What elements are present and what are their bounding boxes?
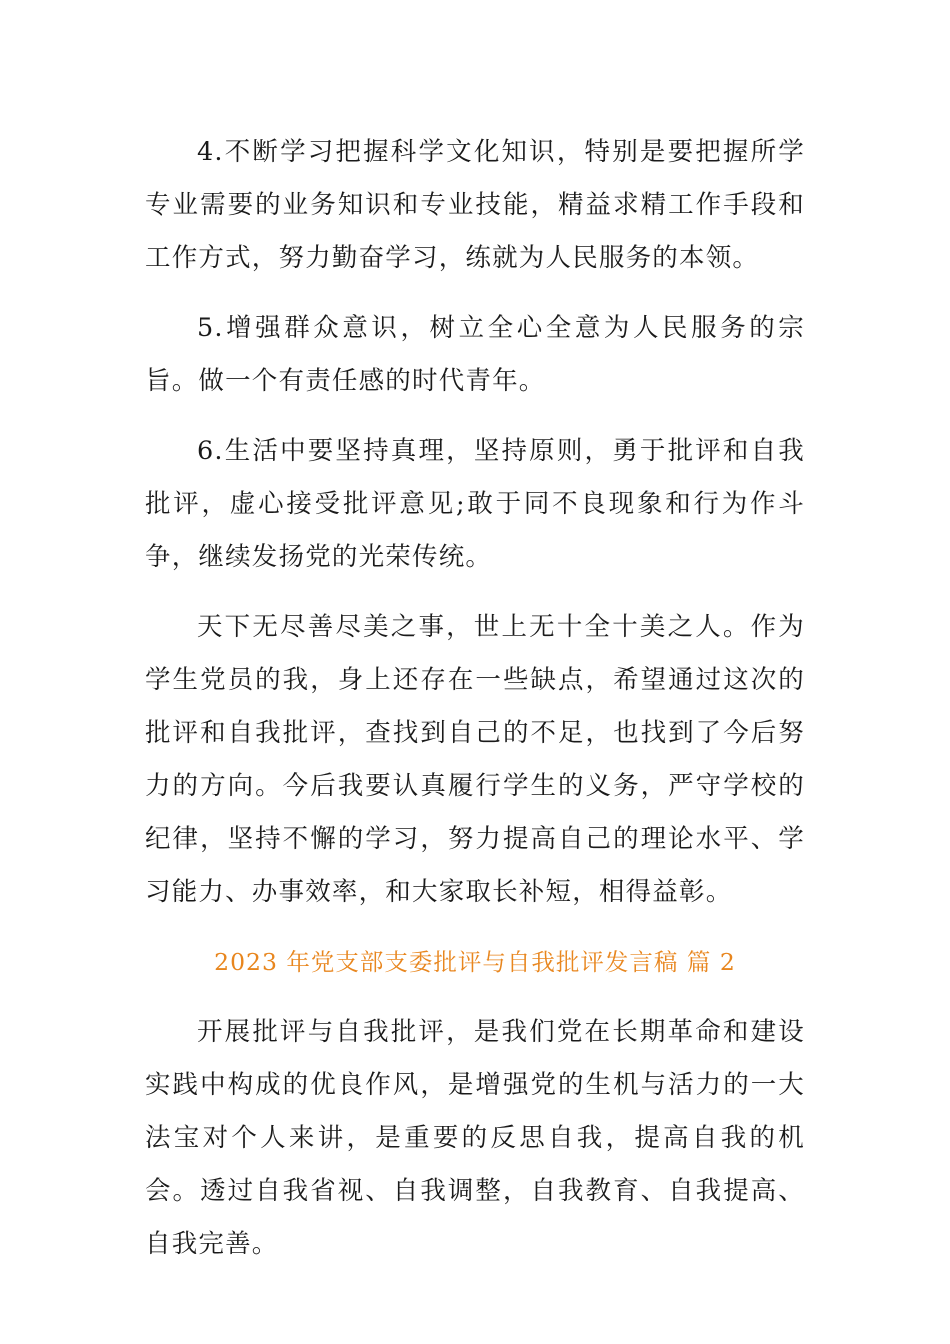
paragraph-item-5: 5.增强群众意识，树立全心全意为人民服务的宗旨。做一个有责任感的时代青年。	[145, 313, 805, 396]
paragraph-item-6: 6.生活中要坚持真理，坚持原则，勇于批评和自我批评，虚心接受批评意见;敢于同不良现象和行为作斗争，继续发扬党的光荣传统。	[145, 436, 805, 572]
section-heading: 2023 年党支部支委批评与自我批评发言稿 篇 2	[214, 948, 736, 976]
paragraph-summary: 天下无尽善尽美之事，世上无十全十美之人。作为学生党员的我，身上还存在一些缺点，希望通过这次的批评和自我批评，查找到自己的不足，也找到了今后努力的方向。今后我要认真履行学生的义务，严守学校的纪律，坚持不懈的学习，努力提高自己的理论水平、学习能力、办事效率，和大家取长补短，相得益彰。	[145, 612, 805, 907]
section-paragraph: 开展批评与自我批评，是我们党在长期革命和建设实践中构成的优良作风，是增强党的生机与活力的一大法宝对个人来讲，是重要的反思自我，提高自我的机会。透过自我省视、自我调整，自我教育、自我提高、自我完善。	[145, 1017, 805, 1259]
document-page	[145, 126, 805, 1271]
paragraph-item-4: 4.不断学习把握科学文化知识，特别是要把握所学专业需要的业务知识和专业技能，精益求精工作手段和工作方式，努力勤奋学习，练就为人民服务的本领。	[145, 137, 805, 273]
